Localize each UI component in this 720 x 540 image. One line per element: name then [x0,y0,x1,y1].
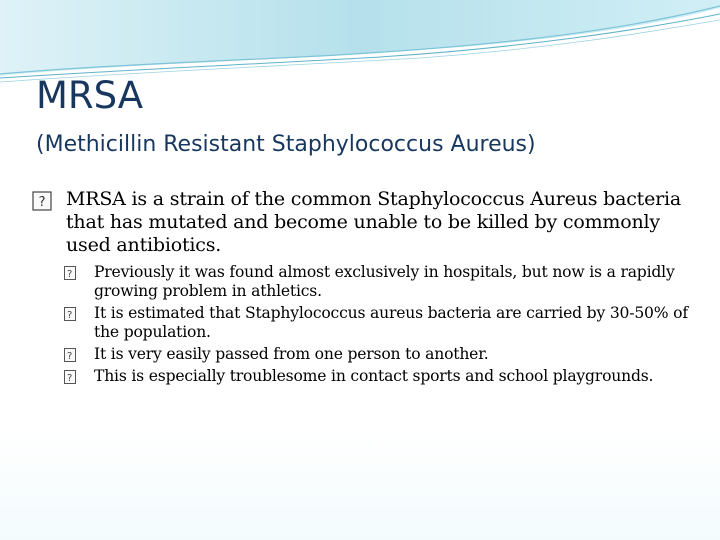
slide-content [32,188,692,389]
bullet-icon [64,370,76,384]
bullet-icon [64,307,76,321]
sub-bullet [64,304,692,342]
slide-subtitle: (Methicillin Resistant Staphylococcus Aureus) [36,132,536,157]
main-bullet [32,188,692,257]
sub-bullet-text: This is especially troublesome in contact sports and school playgrounds. [94,367,654,385]
sub-bullet-text: It is very easily passed from one person to another. [94,345,489,363]
sub-bullet-text: Previously it was found almost exclusively in hospitals, but now is a rapidly growing problem in athletics. [94,263,675,300]
main-bullet-text: MRSA is a strain of the common Staphylococcus Aureus bacteria that has mutated and become unable to be killed by commonly used antibiotics. [66,188,682,256]
sub-bullet-text: It is estimated that Staphylococcus aureus bacteria are carried by 30-50% of the population. [94,304,688,341]
bullet-icon [64,348,76,362]
svg-text:?: ? [38,195,46,210]
sub-bullet [64,367,692,386]
sub-bullet-list [32,263,692,386]
sub-bullet [64,263,692,301]
slide-title: MRSA [36,74,144,117]
bullet-icon [64,266,76,280]
sub-bullet [64,345,692,364]
bullet-icon [32,191,52,211]
